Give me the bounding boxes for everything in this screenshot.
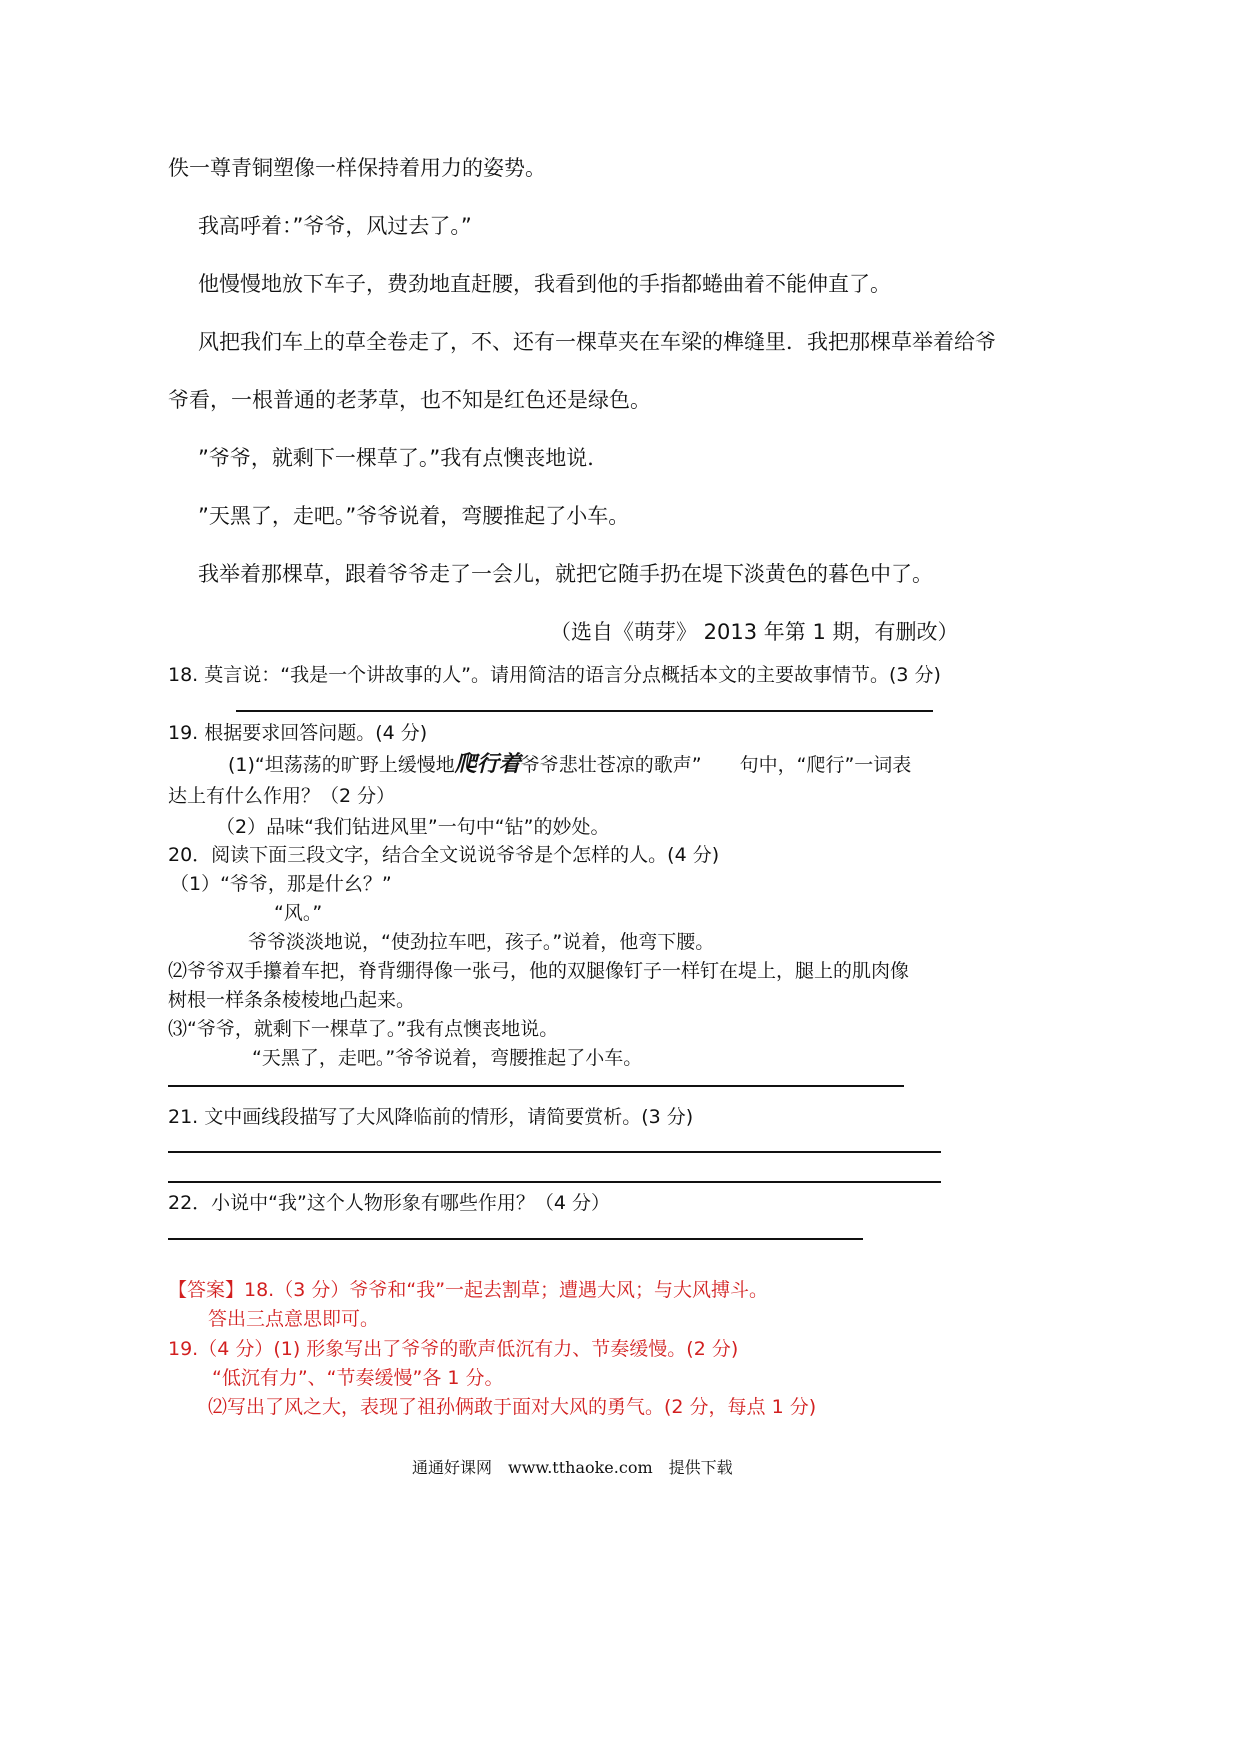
question-20-2: ⑵爷爷双手攥着车把，脊背绷得像一张弓，他的双腿像钉子一样钉在堤上，腿上的肌肉像 [168, 960, 910, 982]
answer-line [236, 710, 933, 712]
question-19-1 [228, 747, 911, 778]
keyword-highlight: 爬行着 [454, 752, 521, 777]
question-18: 18. 莫言说：“我是一个讲故事的人”。请用简洁的语言分点概括本文的主要故事情节。(3 分) [168, 664, 941, 686]
answer-line [168, 1085, 904, 1087]
answer-19-2: ⑵写出了风之大，表现了祖孙俩敢于面对大风的勇气。(2 分，每点 1 分) [208, 1396, 817, 1418]
question-20-3b: “天黑了，走吧。”爷爷说着，弯腰推起了小车。 [252, 1047, 643, 1069]
question-20-1: （1）“爷爷，那是什幺？” [170, 873, 392, 895]
story-paragraph: 风把我们车上的草全卷走了，不、还有一棵草夹在车梁的榫缝里．我把那棵草举着给爷 [198, 330, 996, 354]
answer-18-note: 答出三点意思即可。 [208, 1308, 380, 1330]
page-footer: 通通好课网 www.tthaoke.com 提供下载 [412, 1458, 733, 1477]
answer-line [168, 1181, 941, 1183]
answer-18: 【答案】18.（3 分）爷爷和“我”一起去割草；遭遇大风；与大风搏斗。 [168, 1279, 769, 1301]
question-20-1c: 爷爷淡淡地说，“使劲拉车吧，孩子。”说着，他弯下腰。 [248, 931, 715, 953]
question-19-1-cont: 达上有什么作用？（2 分） [168, 785, 396, 807]
question-19-2: （2）品味“我们钻进风里”一句中“钻”的妙处。 [216, 816, 610, 838]
story-paragraph: 爷看，一根普通的老茅草，也不知是红色还是绿色。 [168, 388, 651, 412]
story-paragraph: ”爷爷，就剩下一棵草了。”我有点懊丧地说． [198, 446, 609, 470]
question-19: 19. 根据要求回答问题。(4 分) [168, 722, 428, 744]
question-22: 22．小说中“我”这个人物形象有哪些作用？（4 分） [168, 1192, 610, 1214]
answer-19-note: “低沉有力”、“节奏缓慢”各 1 分。 [212, 1367, 504, 1389]
question-20-2b: 树根一样条条棱棱地凸起来。 [168, 989, 416, 1011]
question-20-3: ⑶“爷爷，就剩下一棵草了。”我有点懊丧地说。 [168, 1018, 559, 1040]
story-paragraph: 我高呼着：”爷爷，风过去了。” [198, 214, 472, 238]
story-paragraph: 佚一尊青铜塑像一样保持着用力的姿势。 [168, 156, 546, 180]
answer-line [168, 1238, 863, 1240]
story-paragraph: 他慢慢地放下车子，费劲地直赶腰，我看到他的手指都蜷曲着不能伸直了。 [198, 272, 891, 296]
question-19-1-text: (1)“坦荡荡的旷野上缓慢地 [228, 754, 455, 776]
question-20-1b: “风。” [274, 902, 323, 924]
story-paragraph: 我举着那棵草，跟着爷爷走了一会儿，就把它随手扔在堤下淡黄色的暮色中了。 [198, 562, 933, 586]
question-19-1-text: 爷爷悲壮苍凉的歌声” 句中，“爬行”一词表 [520, 754, 912, 776]
source-citation: （选自《萌芽》 2013 年第 1 期，有删改） [550, 620, 959, 644]
answer-19: 19.（4 分）(1) 形象写出了爷爷的歌声低沉有力、节奏缓慢。(2 分) [168, 1338, 739, 1360]
question-21: 21. 文中画线段描写了大风降临前的情形，请简要赏析。(3 分) [168, 1106, 694, 1128]
question-20: 20．阅读下面三段文字，结合全文说说爷爷是个怎样的人。(4 分) [168, 844, 720, 866]
story-paragraph: ”天黑了，走吧。”爷爷说着，弯腰推起了小车。 [198, 504, 630, 528]
answer-line [168, 1151, 941, 1153]
